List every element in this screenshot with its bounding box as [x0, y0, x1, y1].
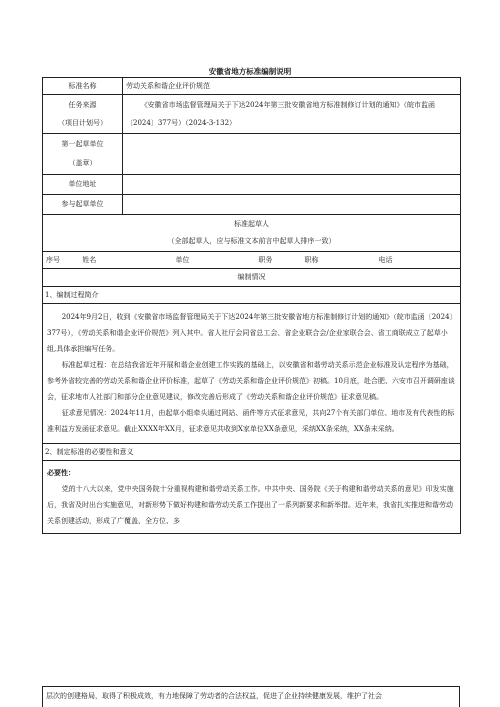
- row-first-drafter: [43, 134, 461, 175]
- drafters-note: （全部起草人，应与标准文本前言中起草人排序一致）: [167, 237, 336, 245]
- process-paragraph-1: 2024年9月2日，收到《安徽省市场监督管理局关于下达2024年第三批安徽省地方标准制修订计划的通知》（皖市监函〔2024〕377号），《劳动关系和谐企业评价规范》列入其中。省人社厅会同省总工会、省企业联合会/企业家联合会、省工商联成立了起草小组,具体承担编写任务。: [47, 313, 454, 353]
- first-drafter-label: [43, 134, 123, 175]
- task-source-label: [43, 95, 123, 134]
- drafters-columns-row: [43, 252, 461, 269]
- row-standard-name: [43, 78, 461, 95]
- col-phone: 电话: [375, 252, 461, 269]
- row-section-2: [43, 444, 461, 461]
- first-drafter-label-line1: 第一起草单位: [61, 140, 104, 148]
- unit-address-value: [123, 175, 461, 195]
- process-paragraph-3: 征求意见情况：2024年11月，由起草小组牵头通过网站、函件等方式征求意见，共向27个有关部门单位、地市及有代表性的标准利益方发函征求意见。截止XXXX年XX月，征求意见共收到X家单位XX条意见，采纳XX条采纳，XX条未采纳。: [47, 409, 455, 433]
- page-continuation-line: 层次的创建格局，取得了积极成效，有力地保障了劳动者的合法权益，促进了企业持续健康发展，维护了社会: [42, 686, 460, 707]
- row-participating-units: [43, 195, 461, 215]
- necessity-body: [43, 461, 461, 534]
- standard-info-table: [42, 77, 461, 534]
- col-title: 职称: [289, 252, 335, 269]
- drafters-heading-cell: [43, 215, 461, 252]
- necessity-paragraph: 党的十八大以来，党中央国务院十分重视构建和谐劳动关系工作。中共中央、国务院《关于构建和谐劳动关系的意见》印发实施后，我省及时出台实施意见，对新形势下做好构建和谐劳动关系工作提出了一系列新要求和新举措。近年来，我省扎实推进和谐劳动关系创建活动，形成了广覆盖、全方位、多: [47, 485, 454, 525]
- first-drafter-value: [123, 134, 461, 175]
- row-process-heading: [43, 269, 461, 287]
- participating-units-label: 参与起草单位: [43, 195, 123, 215]
- row-process-body: [43, 304, 461, 444]
- section-2-title: 2、制定标准的必要性和意义: [43, 444, 461, 461]
- document-title: 安徽省地方标准编制说明: [208, 67, 292, 76]
- task-source-value: [123, 95, 461, 134]
- process-paragraph-2: 标准起草过程：在总结我省近年开展和谐企业创建工作实践的基础上，以安徽省和谐劳动关系示范企业标准及认定程序为基础，参考外省较完善的劳动关系和谐企业评价标准，起草了《劳动关系和谐企业评价规范》初稿。10月底，赴合肥、六安市召开调研座谈会，征求地市人社部门和部分企业意见建议，修改完善后形成了《劳动关系和谐企业评价规范》征求意见稿。: [47, 361, 455, 401]
- col-seq: 序号: [46, 255, 60, 264]
- task-source-label-line2: （项目计划号）: [58, 119, 107, 127]
- first-drafter-label-line2: （盖章）: [68, 159, 97, 167]
- row-task-source: [43, 95, 461, 134]
- section-1-title: 1、编制过程简介: [43, 287, 461, 304]
- task-source-label-line1: 任务来源: [68, 101, 97, 109]
- row-unit-address: [43, 175, 461, 195]
- row-necessity-body: [43, 461, 461, 534]
- standard-name-value: 劳动关系和谐企业评价规范: [123, 78, 461, 95]
- standard-name-label: 标准名称: [43, 78, 123, 95]
- col-unit: 单位: [123, 252, 243, 269]
- drafters-heading: 标准起草人: [234, 220, 270, 228]
- necessity-label: 必要性：: [47, 468, 75, 477]
- task-source-text: 《安徽省市场监督管理局关于下达2024年第三批安徽省地方标准制修订计划的通知》（皖市监函〔2024〕377号）（2024-3-132）: [126, 101, 436, 127]
- unit-address-label: 单位地址: [43, 175, 123, 195]
- process-heading: 编制情况: [43, 269, 461, 287]
- col-position: 职务: [243, 252, 289, 269]
- participating-units-value: [123, 195, 461, 215]
- col-name: 姓名: [82, 255, 97, 264]
- row-section-1: [43, 287, 461, 304]
- process-body: [43, 304, 461, 444]
- col-no-name: [43, 252, 123, 269]
- row-drafters-heading: [43, 215, 461, 252]
